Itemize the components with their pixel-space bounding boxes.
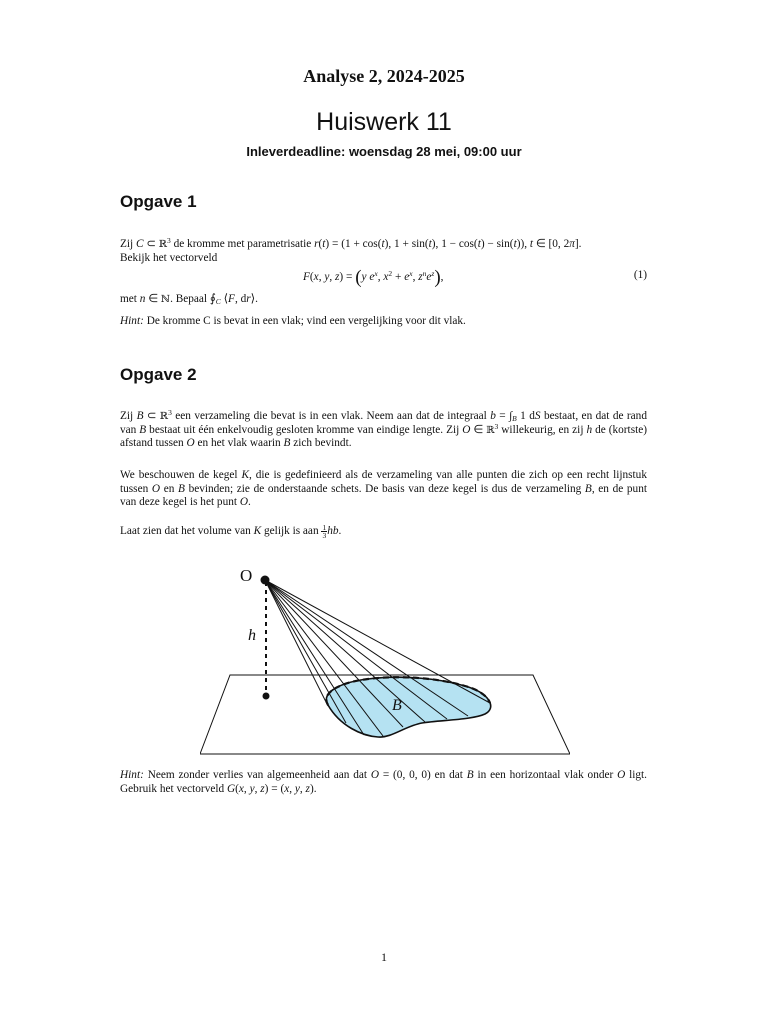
foot-point: [263, 693, 270, 700]
hint-label-2: Hint:: [120, 769, 144, 781]
apex-point-o: [261, 576, 270, 585]
opgave-2-paragraph-2: We beschouwen de kegel K, die is gedefinieerd als de verzameling van alle punten die zich op een recht lijnstuk tussen O en B bevinden; zie de onderstaande schets. De basis van deze kegel is dus de verzameling B, en de punt van deze kegel is het punt O.: [120, 469, 647, 508]
cone-figure: [200, 560, 570, 765]
equation-1: [120, 265, 647, 287]
course-title: Analyse 2, 2024-2025: [303, 66, 465, 86]
opgave-2-task: Laat zien dat het volume van K gelijk is aan $\frac{1}{3}$ hb.: [120, 523, 342, 540]
hint-text: De kromme C is bevat in een vlak; vind een vergelijking voor dit vlak.: [146, 315, 466, 327]
opgave-2-hint: Hint: Neem zonder verlies van algemeenheid aan dat O = (0, 0, 0) en dat B in een horizontaal vlak onder O ligt. Gebruik het vectorveld G(x, y, z) = (x, y, z).: [120, 769, 647, 795]
deadline-subtitle: Inleverdeadline: woensdag 28 mei, 09:00 uur: [246, 144, 522, 159]
opgave-1-heading: Opgave 1: [120, 192, 197, 211]
opgave-1-task: met n ∈ ℕ. Bepaal $∮_C$ ⟨F, dr⟩.: [120, 293, 258, 306]
label-b: B: [392, 697, 402, 714]
opgave-1-paragraph: Zij C ⊂ ℝ$^3$ de kromme met parametrisatie r(t) = (1 + cos(t), 1 + sin(t), 1 − cos(t) − sin(t)), t ∈ [0, 2π]. Bekijk het vectorveld: [120, 236, 582, 264]
label-h: h: [248, 627, 256, 644]
hint-label: Hint:: [120, 315, 144, 327]
opgave-2-paragraph-1: Zij B ⊂ ℝ$^3$ een verzameling die bevat is in een vlak. Neem aan dat de integraal $b = \int_B$ 1 dS bestaat, en dat de rand van B bestaat uit één enkelvoudig gesloten kromme van eindige lengte. Zij O ∈ ℝ$^3$ willekeurig, en zij h de (kortste) afstand tussen O en het vlak waarin B zich bevindt.: [120, 408, 648, 449]
equation-1-formula: F(x, y, z) = (y $e^x$, $x^2 + e^x$, $z^ne^z$),: [303, 267, 444, 288]
label-o: O: [240, 566, 253, 585]
opgave-2-heading: Opgave 2: [120, 365, 197, 384]
opgave-1-hint: [120, 315, 647, 329]
page-number: 1: [381, 950, 387, 964]
equation-1-number: (1): [633, 269, 647, 281]
page-title: Huiswerk 11: [316, 108, 452, 136]
